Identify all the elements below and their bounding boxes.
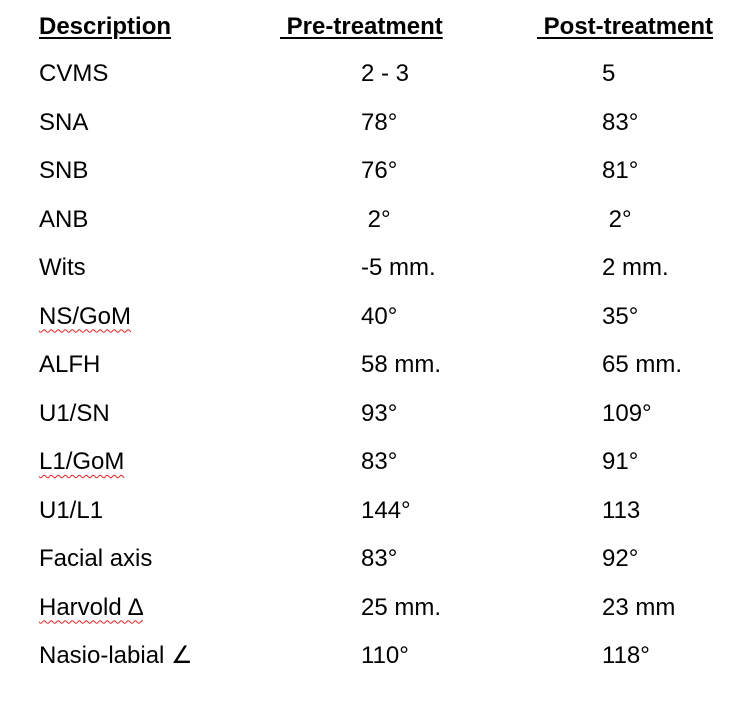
row-pre-value: 2° [361, 205, 391, 233]
row-post-value: 65 mm. [602, 351, 683, 378]
table-row [0, 487, 746, 536]
row-description: Nasio-labial ∠ [39, 642, 193, 669]
row-post-value: 2 mm. [602, 254, 669, 281]
row-pre-value: 83° [361, 448, 398, 475]
row-description: SNA [39, 108, 89, 136]
table-row [0, 341, 746, 390]
row-post-value: 113 [602, 496, 641, 524]
row-description: Harvold ∆ [39, 593, 144, 621]
table-row [0, 99, 746, 148]
row-description: Facial axis [39, 545, 153, 572]
table-row [0, 535, 746, 584]
row-pre-value: 40° [361, 302, 398, 330]
row-post-value: 91° [602, 448, 639, 475]
table-row [0, 632, 746, 681]
row-description: Wits [39, 254, 86, 281]
header-pre-treatment: Pre-treatment [280, 13, 443, 40]
row-post-value: 83° [602, 108, 639, 136]
table-row [0, 293, 746, 342]
table-row [0, 390, 746, 439]
row-pre-value: 83° [361, 545, 398, 572]
row-pre-value: 25 mm. [361, 593, 442, 621]
row-description: SNB [39, 157, 89, 184]
row-pre-value: 2 - 3 [361, 60, 410, 87]
row-description: ANB [39, 205, 89, 233]
table-row [0, 244, 746, 293]
header-post-treatment: Post-treatment [537, 13, 714, 40]
row-post-value: 118° [602, 642, 650, 669]
table-row [0, 50, 746, 99]
row-pre-value: 144° [361, 496, 411, 524]
row-post-value: 5 [602, 60, 616, 87]
row-pre-value: 76° [361, 157, 398, 184]
row-pre-value: 58 mm. [361, 351, 442, 378]
row-pre-value: 110° [361, 642, 409, 669]
row-post-value: 23 mm [602, 593, 676, 621]
row-pre-value: 93° [361, 399, 398, 427]
table-row [0, 196, 746, 245]
row-post-value: 35° [602, 302, 639, 330]
row-description: U1/SN [39, 399, 110, 427]
row-description: ALFH [39, 351, 101, 378]
table-row [0, 584, 746, 633]
row-description: NS/GoM [39, 302, 132, 330]
row-post-value: 92° [602, 545, 639, 572]
row-post-value: 81° [602, 157, 639, 184]
row-description: U1/L1 [39, 496, 104, 524]
row-post-value: 2° [602, 205, 632, 233]
row-description: CVMS [39, 60, 109, 87]
measurements-table [0, 50, 746, 681]
row-post-value: 109° [602, 399, 652, 427]
table-row [0, 438, 746, 487]
row-description: L1/GoM [39, 448, 125, 475]
row-pre-value: -5 mm. [361, 254, 436, 281]
table-row [0, 147, 746, 196]
row-pre-value: 78° [361, 108, 398, 136]
header-description: Description [39, 13, 172, 40]
